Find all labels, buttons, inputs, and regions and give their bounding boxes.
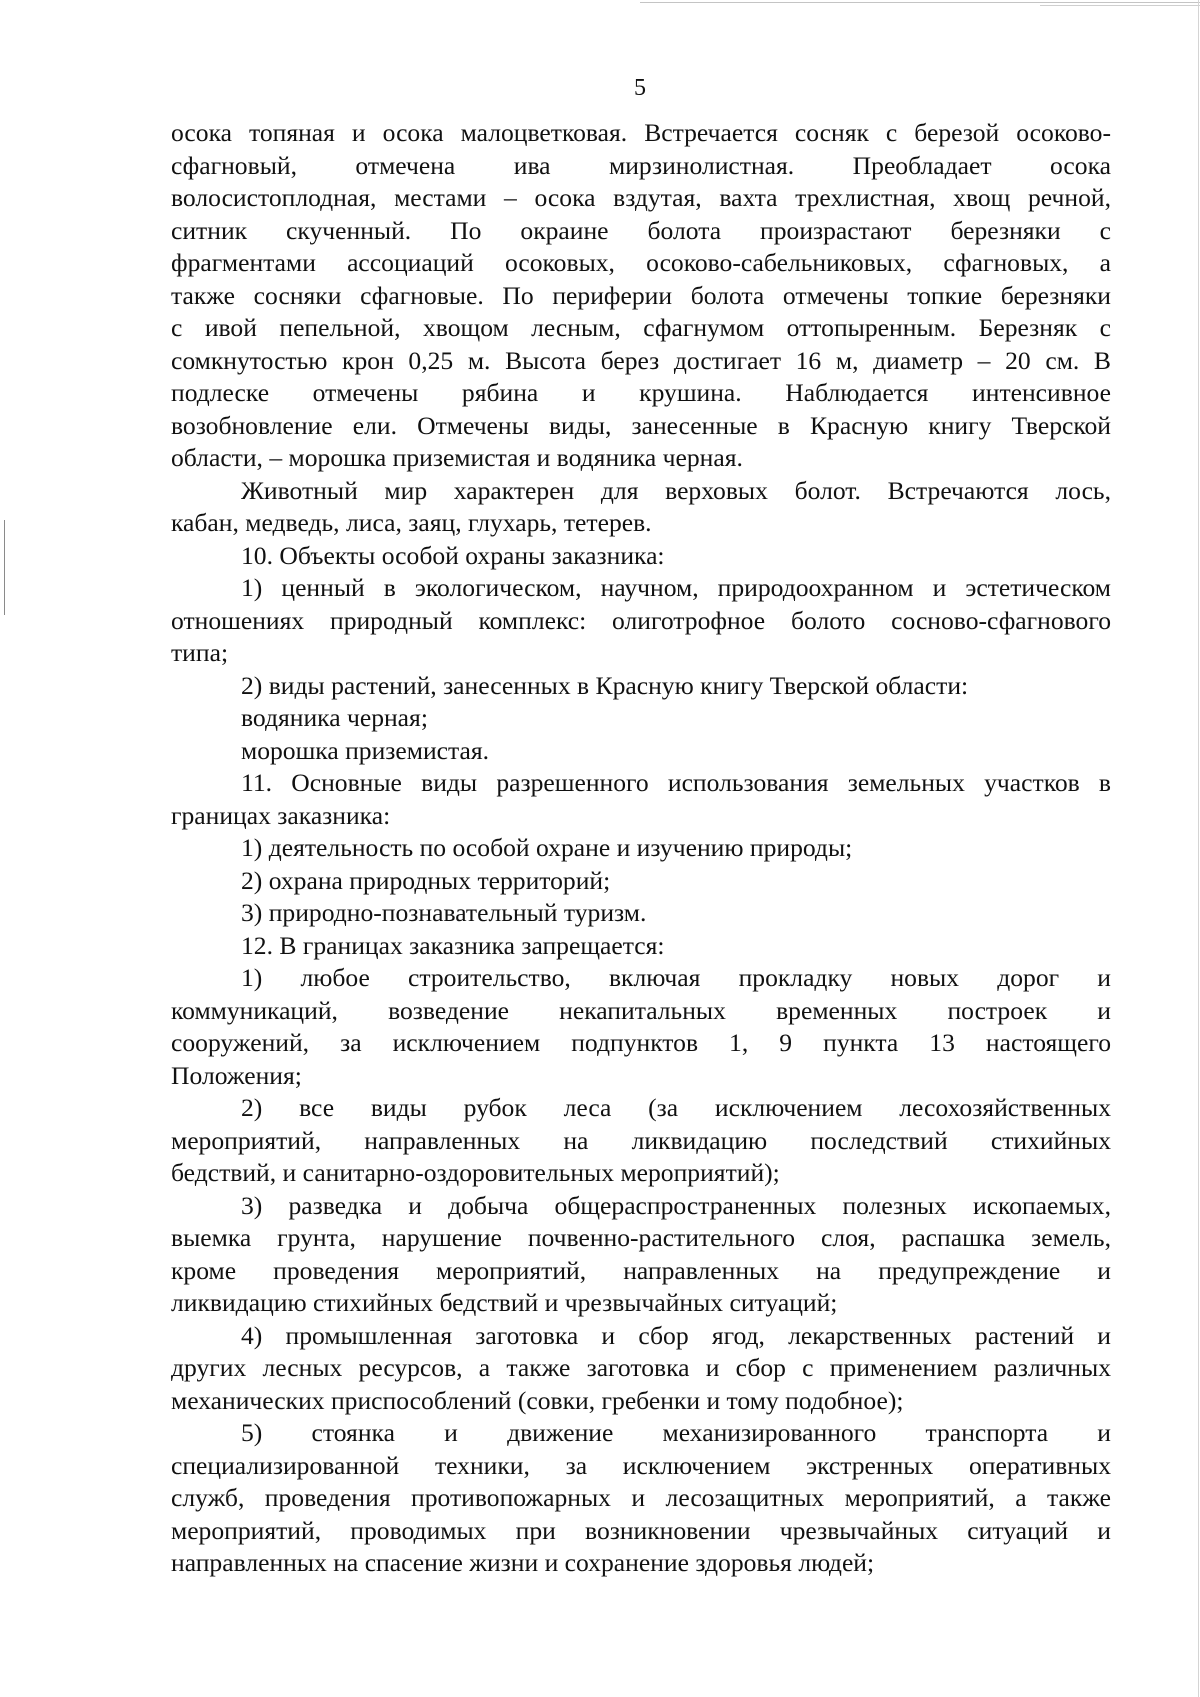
text-line: ликвидацию стихийных бедствий и чрезвычайных ситуаций; bbox=[171, 1288, 838, 1317]
text-line: границах заказника: bbox=[171, 800, 391, 830]
text-line: осока топяная и осока малоцветковая. Встречается сосняк с березой осоково- bbox=[171, 118, 1111, 147]
document-body bbox=[171, 117, 1111, 1580]
text-line: водяника черная; bbox=[241, 703, 428, 732]
scan-edge-line bbox=[1040, 5, 1200, 6]
text-line: направленных на спасение жизни и сохранение здоровья людей; bbox=[171, 1548, 875, 1577]
scan-edge-line bbox=[640, 2, 1200, 3]
text-line: Положения; bbox=[171, 1060, 302, 1090]
text-line: 1) деятельность по особой охране и изучению природы; bbox=[241, 833, 853, 862]
text-line: служб, проведения противопожарных и лесозащитных мероприятий, а также bbox=[171, 1483, 1111, 1512]
text-line: коммуникаций, возведение некапитальных временных построек и bbox=[171, 995, 1111, 1025]
text-line: сфагновый, отмечена ива мирзинолистная. Преобладает осока bbox=[171, 150, 1111, 180]
text-line: морошка приземистая. bbox=[241, 735, 490, 765]
text-line: ситник скученный. По окраине болота произрастают березняки с bbox=[171, 215, 1111, 245]
text-line: бедствий, и санитарно-оздоровительных мероприятий); bbox=[171, 1158, 780, 1187]
scan-edge-line bbox=[1198, 0, 1199, 1697]
text-line: Животный мир характерен для верховых болот. Встречаются лось, bbox=[241, 475, 1111, 505]
text-line: волосистоплодная, местами – осока вздутая, вахта трехлистная, хвощ речной, bbox=[171, 183, 1111, 212]
text-line: подлеске отмечены рябина и крушина. Наблюдается интенсивное bbox=[171, 378, 1111, 407]
text-line: 1) ценный в экологическом, научном, природоохранном и эстетическом bbox=[241, 573, 1111, 602]
text-line: мероприятий, направленных на ликвидацию последствий стихийных bbox=[171, 1125, 1111, 1155]
text-line: возобновление ели. Отмечены виды, занесенные в Красную книгу Тверской bbox=[171, 410, 1111, 440]
text-line: отношениях природный комплекс: олиготрофное болото сосново-сфагнового bbox=[171, 605, 1111, 635]
text-line: фрагментами ассоциаций осоковых, осоково-сабельниковых, сфагновых, а bbox=[171, 248, 1111, 277]
text-line: 4) промышленная заготовка и сбор ягод, лекарственных растений и bbox=[241, 1320, 1111, 1350]
text-line: 2) охрана природных территорий; bbox=[241, 865, 611, 895]
text-line: специализированной техники, за исключением экстренных оперативных bbox=[171, 1450, 1111, 1480]
text-line: выемка грунта, нарушение почвенно-растительного слоя, распашка земель, bbox=[171, 1223, 1111, 1252]
text-line: типа; bbox=[171, 638, 229, 667]
text-line: 1) любое строительство, включая прокладку новых дорог и bbox=[241, 963, 1111, 992]
text-line: кабан, медведь, лиса, заяц, глухарь, тетерев. bbox=[171, 508, 652, 537]
text-line: 12. В границах заказника запрещается: bbox=[241, 930, 665, 960]
text-line: других лесных ресурсов, а также заготовка и сбор с применением различных bbox=[171, 1353, 1111, 1382]
text-line: области, – морошка приземистая и водяника черная. bbox=[171, 443, 743, 472]
page-number: 5 bbox=[634, 75, 646, 101]
text-line: 2) виды растений, занесенных в Красную книгу Тверской области: bbox=[241, 670, 969, 700]
text-line: с ивой пепельной, хвощом лесным, сфагнумом оттопыренным. Березняк с bbox=[171, 313, 1111, 342]
text-line: 3) разведка и добыча общераспространенных полезных ископаемых, bbox=[241, 1190, 1111, 1220]
text-line: сооружений, за исключением подпунктов 1, 9 пункта 13 настоящего bbox=[171, 1028, 1111, 1057]
text-line: механических приспособлений (совки, гребенки и тому подобное); bbox=[171, 1385, 904, 1415]
text-line: кроме проведения мероприятий, направленных на предупреждение и bbox=[171, 1255, 1111, 1285]
text-line: мероприятий, проводимых при возникновении чрезвычайных ситуаций и bbox=[171, 1515, 1111, 1545]
text-line: 2) все виды рубок леса (за исключением лесохозяйственных bbox=[241, 1093, 1111, 1122]
text-line: 10. Объекты особой охраны заказника: bbox=[241, 540, 665, 570]
text-line: также сосняки сфагновые. По периферии болота отмечены топкие березняки bbox=[171, 280, 1111, 310]
text-line: сомкнутостью крон 0,25 м. Высота берез достигает 16 м, диаметр – 20 см. В bbox=[171, 345, 1111, 375]
scan-margin-mark bbox=[4, 520, 5, 615]
text-line: 3) природно-познавательный туризм. bbox=[241, 898, 647, 927]
text-line: 11. Основные виды разрешенного использования земельных участков в bbox=[241, 768, 1111, 797]
text-line: 5) стоянка и движение механизированного транспорта и bbox=[241, 1418, 1111, 1447]
